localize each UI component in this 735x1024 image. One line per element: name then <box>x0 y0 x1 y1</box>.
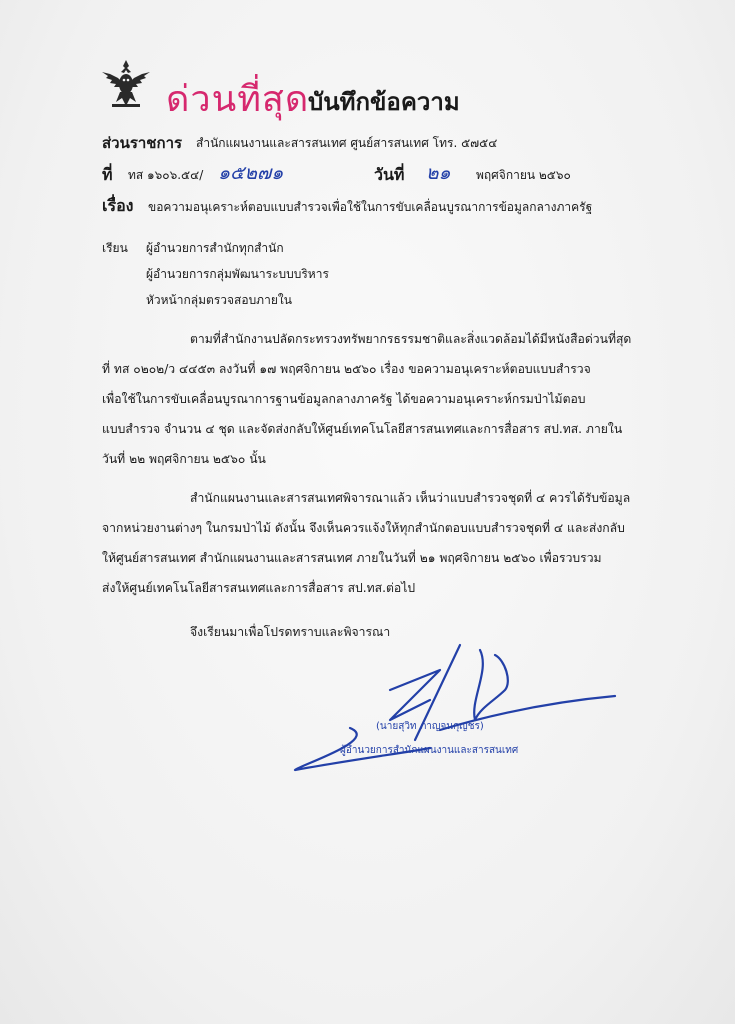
recipient-line: ผู้อำนวยการสำนักทุกสำนัก <box>146 241 284 255</box>
subject-label: เรื่อง <box>102 196 134 215</box>
subject-value: ขอความอนุเคราะห์ตอบแบบสำรวจเพื่อใช้ในการขับเคลื่อนบูรณาการข้อมูลกลางภาครัฐ <box>148 200 593 214</box>
closing-line: จึงเรียนมาเพื่อโปรดทราบและพิจารณา <box>190 625 391 639</box>
signatory-position: ผู้อำนวยการสำนักแผนงานและสารสนเทศ <box>340 745 519 756</box>
body-paragraph-line: สำนักแผนงานและสารสนเทศพิจารณาแล้ว เห็นว่าแบบสำรวจชุดที่ ๔ ควรได้รับข้อมูล <box>190 491 631 505</box>
urgent-label: ด่วนที่สุด <box>166 79 310 120</box>
ref-label: ที่ <box>102 165 113 184</box>
memo-title: บันทึกข้อความ <box>308 88 460 116</box>
body-paragraph-line: แบบสำรวจ จำนวน ๔ ชุด และจัดส่งกลับให้ศูนย์เทคโนโลยีสารสนเทศและการสื่อสาร สป.ทส. ภายใน <box>102 422 623 436</box>
recipient-line: หัวหน้ากลุ่มตรวจสอบภายใน <box>146 293 292 307</box>
recipient-line: ผู้อำนวยการกลุ่มพัฒนาระบบบริหาร <box>146 267 329 281</box>
department-value: สำนักแผนงานและสารสนเทศ ศูนย์สารสนเทศ โทร. ๕๗๕๔ <box>196 136 498 150</box>
ref-value: ทส ๑๖๐๖.๕๔/ <box>128 168 204 182</box>
body-paragraph-line: เพื่อใช้ในการขับเคลื่อนบูรณาการฐานข้อมูลกลางภาครัฐ ได้ขอความอนุเคราะห์กรมป่าไม้ตอบ <box>102 392 586 406</box>
date-label: วันที่ <box>374 165 405 184</box>
body-paragraph-line: ส่งให้ศูนย์เทคโนโลยีสารสนเทศและการสื่อสาร สป.ทส.ต่อไป <box>102 581 416 595</box>
signatory-name: (นายสุวิท ภาญจนกุญชร) <box>376 721 484 732</box>
date-value: พฤศจิกายน ๒๕๖๐ <box>476 168 571 182</box>
body-paragraph-line: ที่ ทส ๐๒๐๒/ว ๔๔๕๓ ลงวันที่ ๑๗ พฤศจิกายน ๒๕๖๐ เรื่อง ขอความอนุเคราะห์ตอบแบบสำรวจ <box>102 362 591 376</box>
department-label: ส่วนราชการ <box>102 134 183 152</box>
body-paragraph-line: วันที่ ๒๒ พฤศจิกายน ๒๕๖๐ นั้น <box>102 452 266 466</box>
date-handwritten-day: ๒๑ <box>426 162 451 184</box>
body-paragraph-line: ตามที่สำนักงานปลัดกระทรวงทรัพยากรธรรมชาติและสิ่งแวดล้อมได้มีหนังสือด่วนที่สุด <box>190 332 632 346</box>
body-paragraph-line: ให้ศูนย์สารสนเทศ สำนักแผนงานและสารสนเทศ ภายในวันที่ ๒๑ พฤศจิกายน ๒๕๖๐ เพื่อรวบรวม <box>102 551 602 565</box>
body-paragraph-line: จากหน่วยงานต่างๆ ในกรมป่าไม้ ดังนั้น จึงเห็นควรแจ้งให้ทุกสำนักตอบแบบสำรวจชุดที่ ๔ และส่งกลับ <box>102 521 625 535</box>
ref-handwritten-number: ๑๕๒๗๑ <box>218 162 284 184</box>
recipient-label: เรียน <box>102 241 128 255</box>
garuda-emblem-icon <box>98 58 154 110</box>
